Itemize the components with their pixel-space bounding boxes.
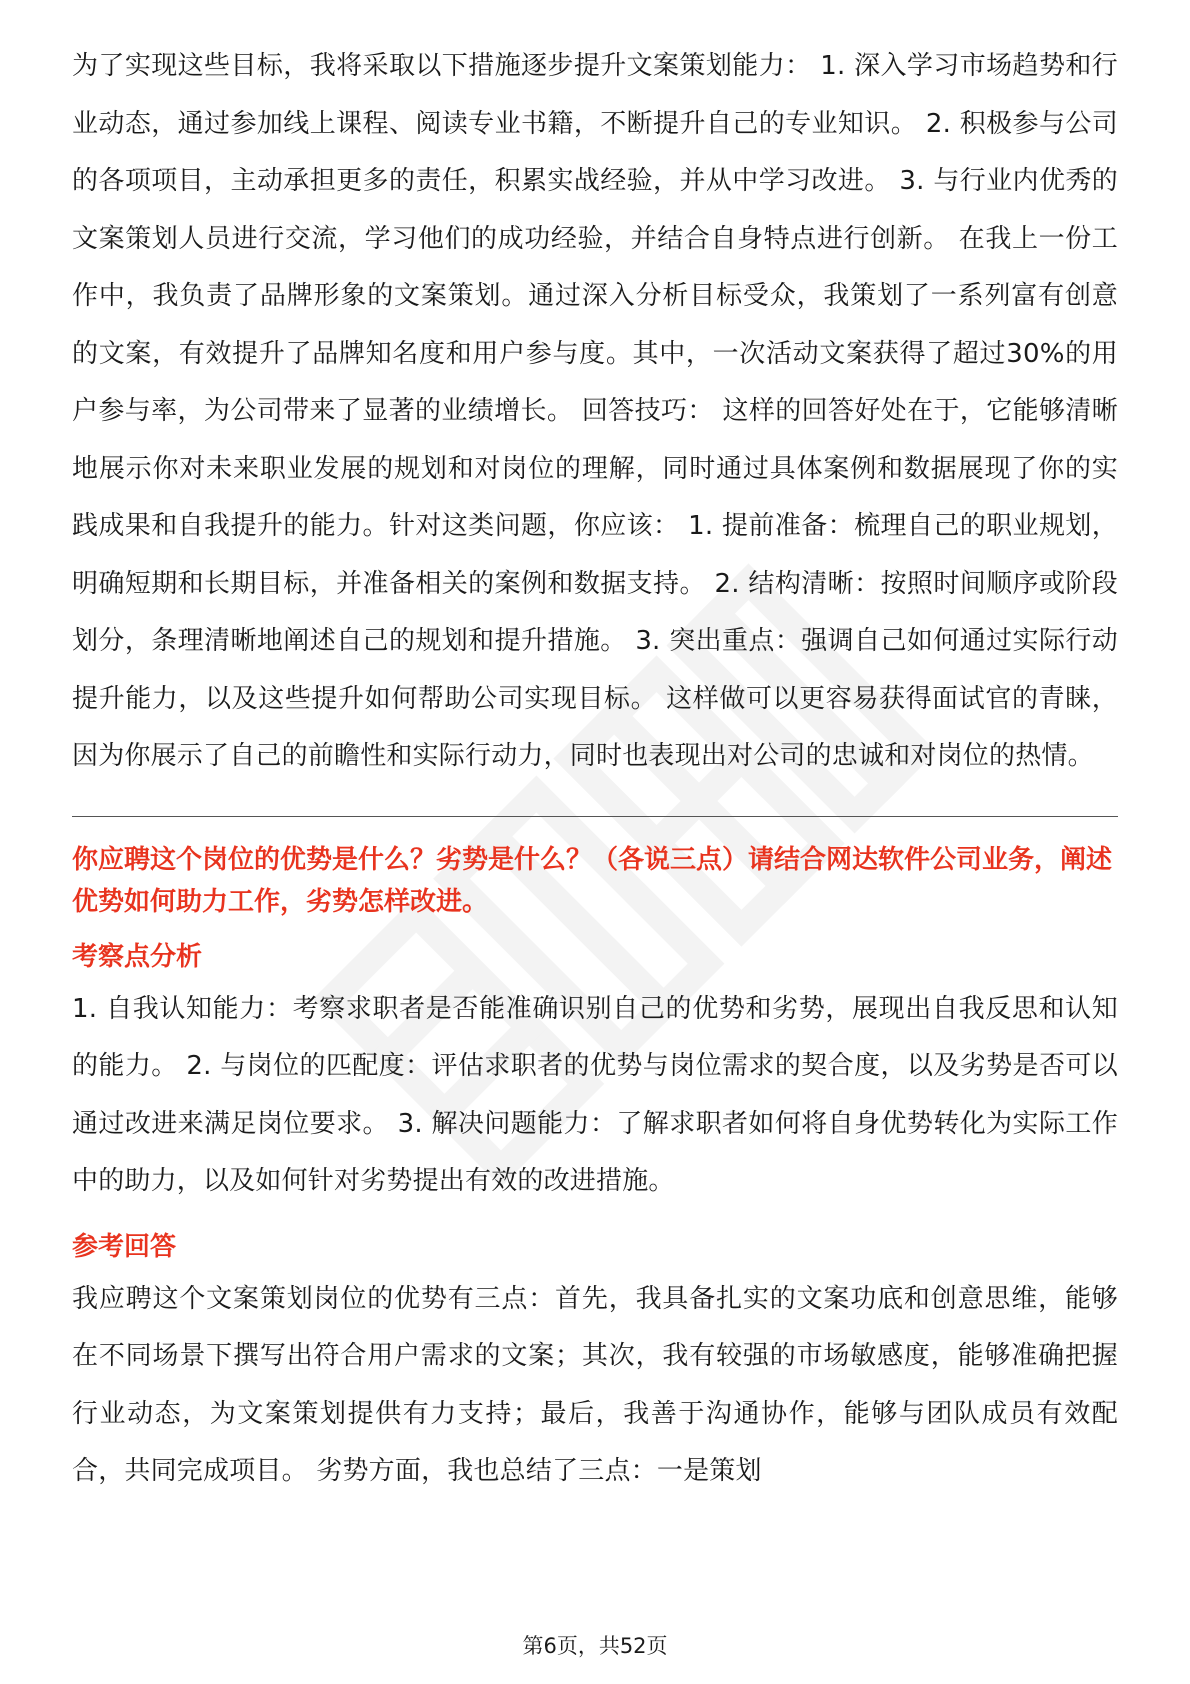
analysis-paragraph: 1. 自我认知能力：考察求职者是否能准确识别自己的优势和劣势，展现出自我反思和认知的能力。 2. 与岗位的匹配度：评估求职者的优势与岗位需求的契合度，以及劣势是否可以通过改进来满足岗位要求。 3. 解决问题能力：了解求职者如何将自身优势转化为实际工作中的助力，以及如何针对劣势提出有效的改进措施。 xyxy=(72,993,1118,1196)
answer-paragraph: 我应聘这个文案策划岗位的优势有三点：首先，我具备扎实的文案功底和创意思维，能够在不同场景下撰写出符合用户需求的文案；其次，我有较强的市场敏感度，能够准确把握行业动态，为文案策划提供有力支持；最后，我善于沟通协作，能够与团队成员有效配合，共同完成项目。 劣势方面，我也总结了三点：一是策划 xyxy=(72,1283,1118,1486)
question-heading: 你应聘这个岗位的优势是什么？劣势是什么？（各说三点）请结合网达软件公司业务，阐述优势如何助力工作，劣势怎样改进。 xyxy=(72,844,1113,917)
page-number: 第6页，共52页 xyxy=(522,1634,668,1658)
section-divider xyxy=(72,816,1118,817)
analysis-heading: 考察点分析 xyxy=(72,941,203,972)
document-page xyxy=(72,38,1118,1501)
body-paragraph-top: 为了实现这些目标，我将采取以下措施逐步提升文案策划能力： 1. 深入学习市场趋势和行业动态，通过参加线上课程、阅读专业书籍，不断提升自己的专业知识。 2. 积极参与公司的各项项目，主动承担更多的责任，积累实战经验，并从中学习改进。 3. 与行业内优秀的文案策划人员进行交流，学习他们的成功经验，并结合自身特点进行创新。 在我上一份工作中，我负责了品牌形象的文案策划。通过深入分析目标受众，我策划了一系列富有创意的文案，有效提升了品牌知名度和用户参与度。其中，一次活动文案获得了超过30%的用户参与率，为公司带来了显著的业绩增长。 回答技巧： 这样的回答好处在于，它能够清晰地展示你对未来职业发展的规划和对岗位的理解，同时通过具体案例和数据展现了你的实践成果和自我提升的能力。针对这类问题，你应该： 1. 提前准备：梳理自己的职业规划，明确短期和长期目标，并准备相关的案例和数据支持。 2. 结构清晰：按照时间顺序或阶段划分，条理清晰地阐述自己的规划和提升措施。 3. 突出重点：强调自己如何通过实际行动提升能力，以及这些提升如何帮助公司实现目标。 这样做可以更容易获得面试官的青睐，因为你展示了自己的前瞻性和实际行动力，同时也表现出对公司的忠诚和对岗位的热情。 xyxy=(72,51,1118,771)
answer-heading: 参考回答 xyxy=(72,1231,177,1262)
